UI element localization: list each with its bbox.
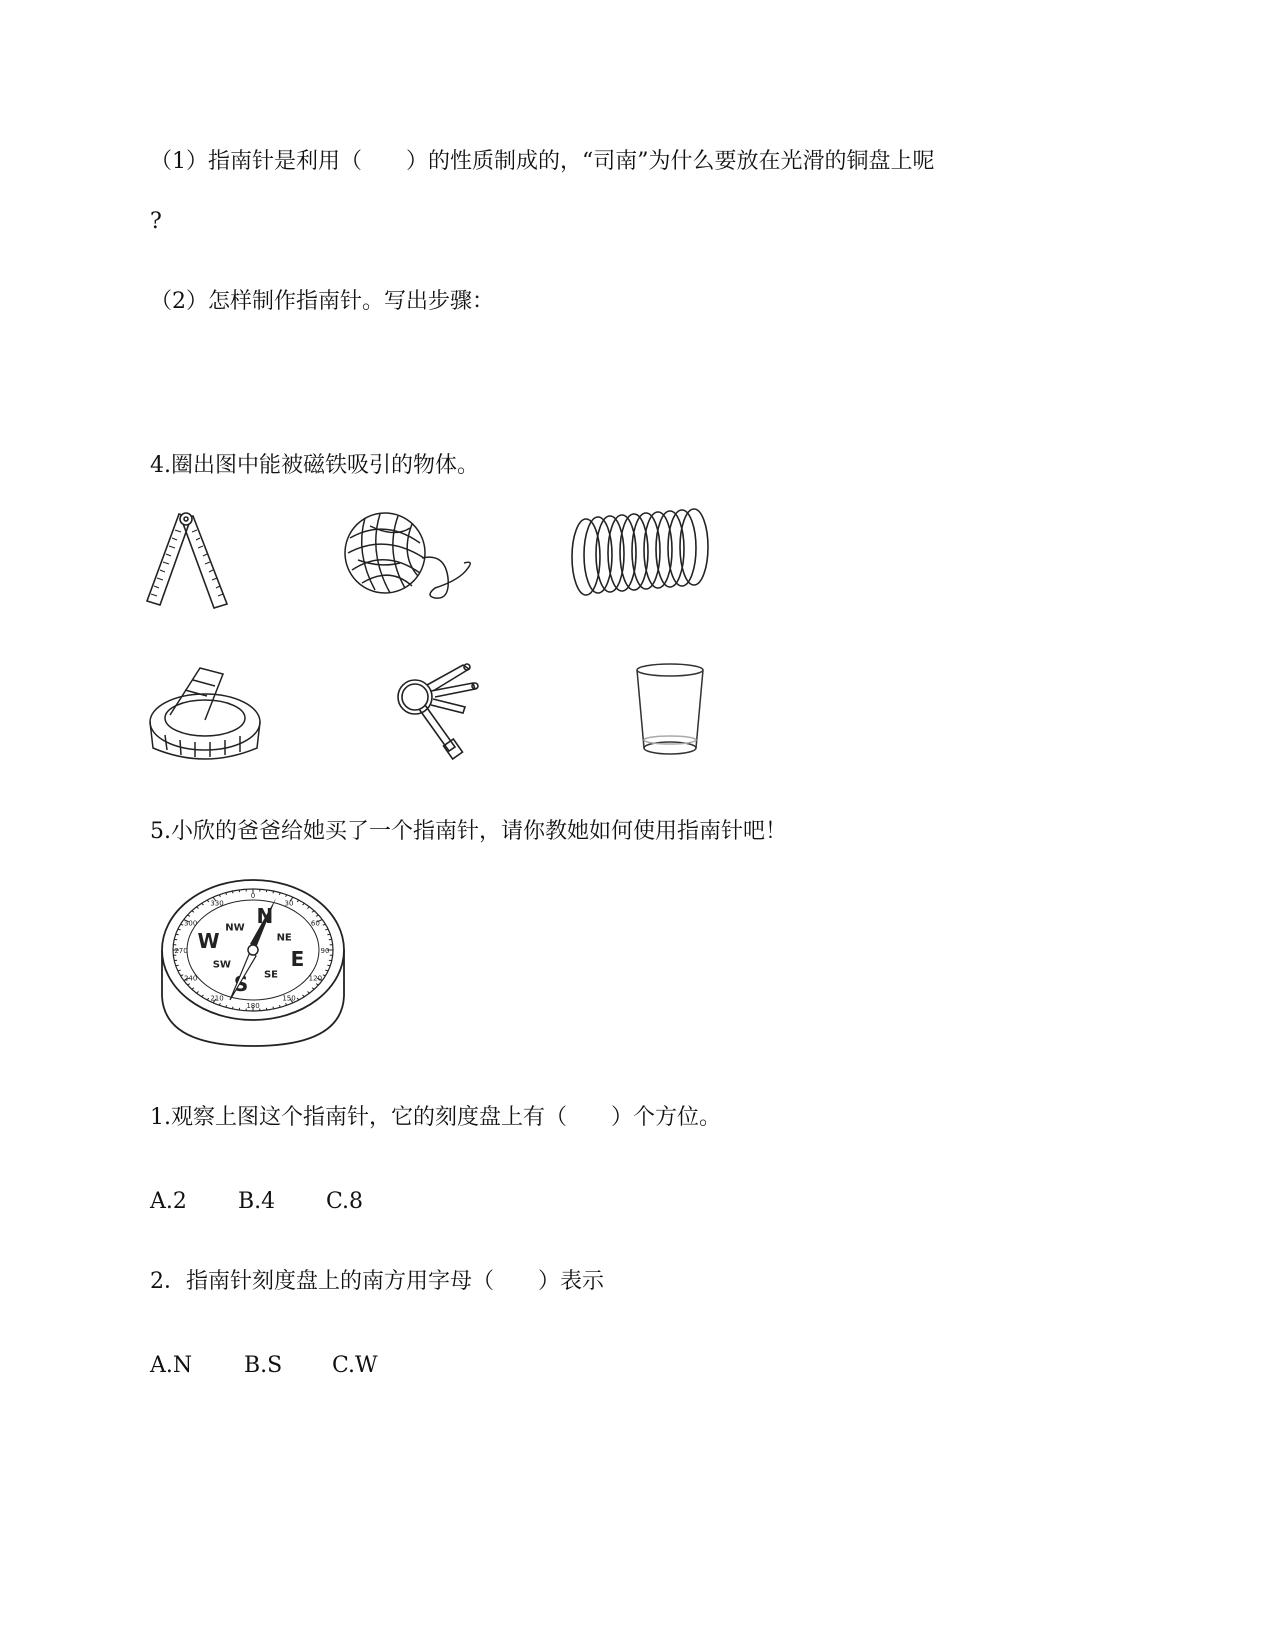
option-b[interactable]: B.S bbox=[244, 1353, 283, 1378]
compass-direction-label: E bbox=[290, 947, 305, 972]
compass-tick bbox=[176, 965, 179, 966]
compass-tick bbox=[239, 890, 240, 892]
tape-measure-image bbox=[145, 660, 270, 760]
option-b[interactable]: B.4 bbox=[238, 1189, 276, 1214]
compass-direction-label: S bbox=[233, 971, 249, 996]
glass-cup-image bbox=[630, 660, 710, 760]
compass-direction-label: NW bbox=[225, 922, 245, 934]
keys-image bbox=[385, 655, 495, 765]
compass-degree-label: 270 bbox=[174, 947, 188, 955]
compass-degree-label: 90 bbox=[320, 947, 330, 955]
compass-tick bbox=[327, 965, 330, 966]
compass-degree-label: 30 bbox=[284, 899, 294, 908]
compass-degree-label: 0 bbox=[250, 892, 256, 900]
compass-degree-label: 240 bbox=[183, 974, 198, 983]
question-5-1-options bbox=[150, 1188, 363, 1216]
compass-direction-label: W bbox=[197, 928, 220, 953]
compass-degree-label: 120 bbox=[308, 974, 323, 983]
compass-degree-label: 150 bbox=[282, 994, 296, 1003]
compass-image bbox=[158, 878, 348, 1048]
compass-direction-label: NE bbox=[276, 932, 292, 944]
compass-degree-label: 60 bbox=[310, 919, 320, 928]
compass-tick bbox=[239, 1008, 240, 1010]
compass-degree-label: 210 bbox=[210, 994, 224, 1003]
compass-tick bbox=[176, 934, 179, 935]
compass-tick bbox=[327, 934, 330, 935]
compass-direction-label: SE bbox=[263, 969, 279, 981]
option-a[interactable]: A.N bbox=[150, 1353, 193, 1378]
question-5-title: 5.小欣的爸爸给她买了一个指南针，请你教她如何使用指南针吧！ bbox=[150, 819, 787, 844]
question-4-title: 4.圈出图中能被磁铁吸引的物体。 bbox=[150, 453, 479, 478]
compass-tick bbox=[266, 890, 267, 892]
yarn-ball-image bbox=[340, 508, 480, 608]
compass-direction-label: N bbox=[256, 904, 274, 929]
folding-ruler-image bbox=[145, 510, 230, 610]
option-c[interactable]: C.8 bbox=[326, 1189, 364, 1214]
question-3-2-text: （2）怎样制作指南针。写出步骤： bbox=[150, 289, 494, 314]
question-5-2-options bbox=[150, 1352, 378, 1380]
option-a[interactable]: A.2 bbox=[150, 1189, 187, 1214]
question-5-2-text: 2．指南针刻度盘上的南方用字母（ ）表示 bbox=[150, 1269, 604, 1294]
compass-direction-label: SW bbox=[212, 959, 231, 971]
question-3-1-continuation: ? bbox=[150, 209, 162, 234]
compass-degree-label: 180 bbox=[246, 1002, 260, 1010]
spring-image bbox=[568, 505, 718, 605]
option-c[interactable]: C.W bbox=[332, 1353, 378, 1378]
compass-degree-label: 330 bbox=[210, 899, 224, 908]
compass-tick bbox=[266, 1008, 267, 1010]
question-5-1-text: 1.观察上图这个指南针，它的刻度盘上有（ ）个方位。 bbox=[150, 1105, 721, 1130]
compass-degree-label: 300 bbox=[183, 919, 198, 928]
question-3-1-text: （1）指南针是利用（ ）的性质制成的，“司南”为什么要放在光滑的铜盘上呢 bbox=[150, 149, 935, 174]
